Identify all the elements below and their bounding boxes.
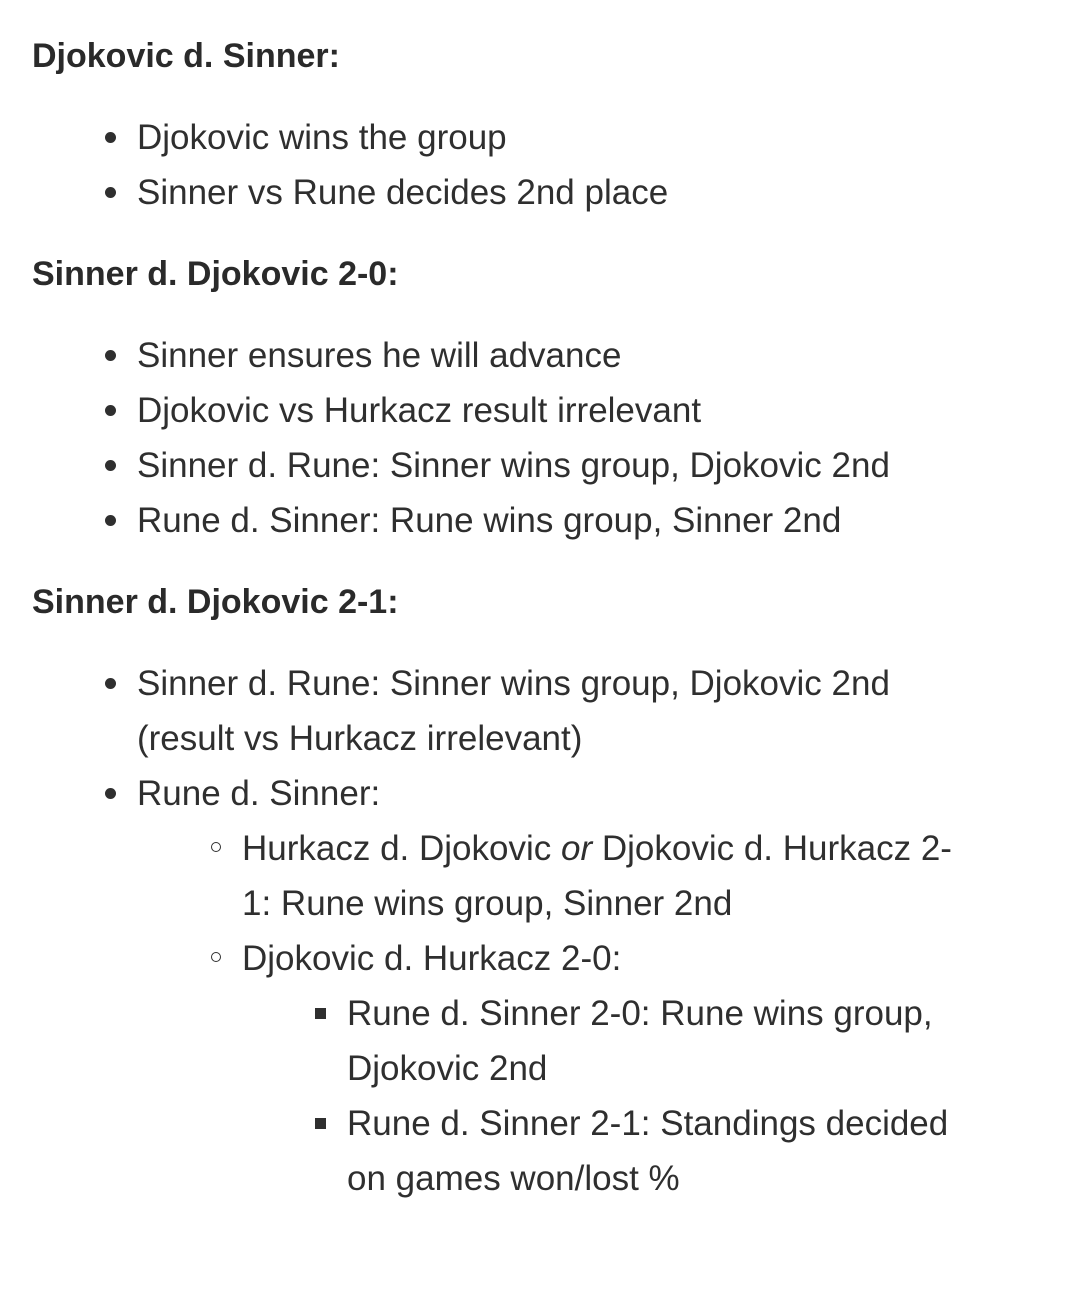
deep-list-item-text	[347, 986, 1079, 1096]
list-item-line: on games won/lost %	[347, 1159, 680, 1198]
section-2-list	[32, 328, 1079, 548]
list-item-text: Djokovic wins the group	[137, 118, 507, 157]
section-3-list	[32, 656, 1079, 1206]
list-item-line: Rune d. Sinner 2-1: Standings decided	[347, 1104, 949, 1143]
nested-list	[137, 821, 1079, 1206]
bullet-circle-icon	[211, 842, 221, 852]
nested-list-item	[242, 931, 1079, 1206]
bullet-disc-icon	[105, 350, 116, 361]
list-item	[137, 165, 1079, 220]
list-item-line: Sinner d. Rune: Sinner wins group, Djokovic 2nd	[137, 664, 890, 703]
list-item-line: 1: Rune wins group, Sinner 2nd	[242, 884, 733, 923]
bullet-square-icon	[315, 1118, 326, 1129]
list-item-text	[137, 656, 1079, 766]
deep-list-item	[347, 986, 1079, 1096]
list-item	[137, 656, 1079, 766]
nested-list-item	[242, 821, 1079, 931]
bullet-disc-icon	[105, 405, 116, 416]
list-item-text: Sinner vs Rune decides 2nd place	[137, 173, 669, 212]
list-item	[137, 328, 1079, 383]
nested-list-item-text: Djokovic d. Hurkacz 2-0:	[242, 939, 622, 978]
section-heading-djokovic-d-sinner: Djokovic d. Sinner:	[32, 37, 340, 75]
nested-list-item-text	[242, 821, 1079, 931]
list-item	[137, 493, 1079, 548]
bullet-circle-icon	[211, 952, 221, 962]
list-item	[137, 766, 1079, 1206]
list-item-text: Sinner d. Rune: Sinner wins group, Djokovic 2nd	[137, 446, 890, 485]
deep-list-item-text	[347, 1096, 1079, 1206]
bullet-disc-icon	[105, 132, 116, 143]
section-heading-sinner-d-djokovic-2-0: Sinner d. Djokovic 2-0:	[32, 255, 399, 293]
list-item-text: Rune d. Sinner: Rune wins group, Sinner 2nd	[137, 501, 842, 540]
deep-nested-list	[242, 986, 1079, 1206]
list-item-line: Djokovic 2nd	[347, 1049, 548, 1088]
list-item	[137, 438, 1079, 493]
list-item-text: Sinner ensures he will advance	[137, 336, 622, 375]
bullet-disc-icon	[105, 788, 116, 799]
emphasis-text: or	[560, 829, 593, 868]
section-1-list	[32, 110, 1079, 220]
bullet-disc-icon	[105, 187, 116, 198]
text-segment: Hurkacz d. Djokovic	[242, 829, 561, 868]
list-item	[137, 110, 1079, 165]
list-item-line: (result vs Hurkacz irrelevant)	[137, 719, 583, 758]
list-item	[137, 383, 1079, 438]
section-heading-sinner-d-djokovic-2-1: Sinner d. Djokovic 2-1:	[32, 583, 399, 621]
list-item-line: Rune d. Sinner 2-0: Rune wins group,	[347, 994, 933, 1033]
text-segment: Djokovic d. Hurkacz 2-	[592, 829, 952, 868]
bullet-disc-icon	[105, 460, 116, 471]
bullet-square-icon	[315, 1008, 326, 1019]
list-item-line	[242, 821, 1079, 876]
bullet-disc-icon	[105, 678, 116, 689]
list-item-text: Djokovic vs Hurkacz result irrelevant	[137, 391, 702, 430]
list-item-text: Rune d. Sinner:	[137, 774, 381, 813]
deep-list-item	[347, 1096, 1079, 1206]
bullet-disc-icon	[105, 515, 116, 526]
